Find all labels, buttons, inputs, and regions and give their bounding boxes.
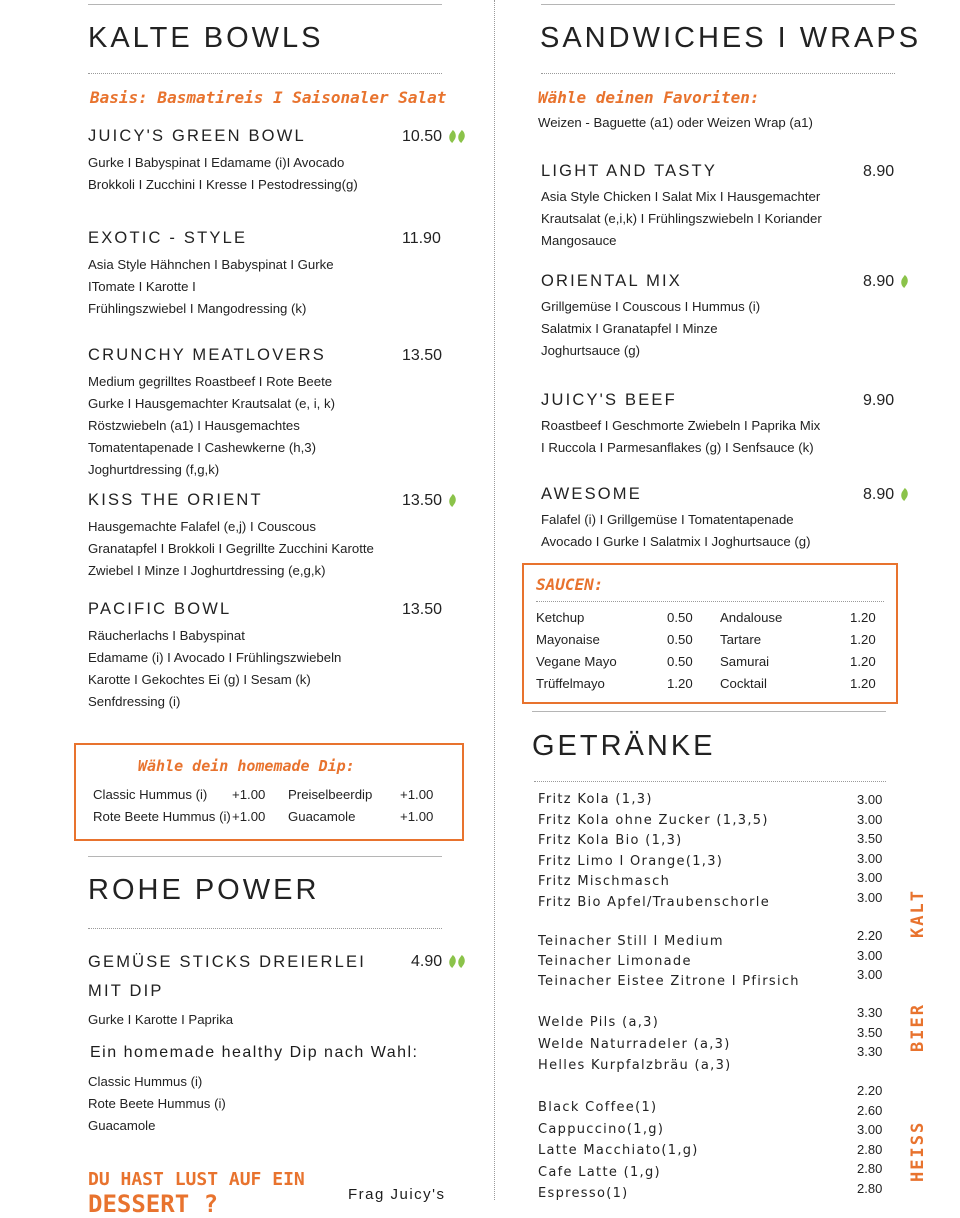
drink-price: 2.80: [857, 1141, 883, 1157]
description-line: Medium gegrilltes Roastbeef I Rote Beete: [88, 374, 333, 389]
drink-name: Espresso(1): [538, 1186, 629, 1201]
dessert-line-1: DU HAST LUST AUF EIN: [88, 1169, 305, 1190]
sauce-price: 0.50: [667, 610, 693, 625]
dip-option: Rote Beete Hummus (i): [88, 1096, 226, 1111]
price-value: 11.90: [402, 230, 441, 247]
sauce-name: Andalouse: [720, 610, 783, 625]
description-line: Asia Style Chicken I Salat Mix I Hausgemachter: [541, 189, 821, 204]
top-rule-right: [541, 4, 895, 5]
sandwich-title: LIGHT AND TASTY: [541, 162, 718, 180]
saucen-title: SAUCEN:: [536, 575, 604, 594]
description-line: I Ruccola I Parmesanflakes (g) I Senfsauce (k): [541, 440, 814, 455]
sauce-price: 1.20: [850, 632, 876, 647]
vegan-leaf-icon: [455, 130, 467, 143]
drink-price: 3.30: [857, 1005, 883, 1020]
dip-option: Classic Hummus (i): [88, 1074, 203, 1089]
divider: [88, 856, 442, 857]
drink-price: 2.20: [857, 1083, 883, 1098]
drink-price: 3.00: [857, 811, 883, 827]
description-line: Zwiebel I Minze I Joghurtdressing (e,g,k): [88, 563, 326, 578]
vegan-leaf-icon: [446, 955, 458, 968]
sandwich-price: [863, 273, 908, 291]
description-line: Krautsalat (e,i,k) I Frühlingszwiebeln I Koriander: [541, 211, 822, 226]
sandwich-description: [541, 415, 820, 459]
price-value: 13.50: [402, 601, 443, 618]
sauce-price: 1.20: [850, 610, 876, 625]
bread-options: Weizen - Baguette (a1) oder Weizen Wrap (a1): [538, 115, 813, 130]
column-divider: [494, 0, 495, 1200]
saucen-box: [522, 563, 898, 704]
price-value: 8.90: [863, 163, 895, 180]
vegan-leaf-icon: [446, 494, 458, 507]
drink-name: Cafe Latte (1,g): [538, 1164, 661, 1180]
drink-price: 3.00: [857, 850, 883, 866]
bowl-price: [402, 492, 456, 510]
heiss-label: HEISS: [908, 1120, 928, 1182]
sauce-name: Trüffelmayo: [536, 676, 605, 691]
dessert-note: Frag Juicy's: [348, 1186, 446, 1203]
divider: [532, 711, 886, 712]
description-line: Falafel (i) I Grillgemüse I Tomatentapenade: [541, 512, 794, 527]
bier-label: BIER: [908, 1003, 928, 1052]
dip-choice-heading: Ein homemade healthy Dip nach Wahl:: [90, 1044, 419, 1061]
dip-option: Guacamole: [88, 1118, 156, 1133]
price-value: 8.90: [863, 486, 895, 503]
kalte-bowls-heading: KALTE BOWLS: [88, 22, 324, 54]
price-value: 8.90: [863, 273, 895, 290]
drink-name: Black Coffee(1): [538, 1100, 658, 1115]
bowl-title: KISS THE ORIENT: [88, 491, 263, 509]
dip-row-1-price-b: +1.00: [400, 787, 434, 802]
rohe-power-heading: ROHE POWER: [88, 874, 320, 906]
choose-subheading: Wähle deinen Favoriten:: [538, 88, 760, 107]
drink-price: 3.00: [857, 792, 883, 807]
sandwich-title: JUICY'S BEEF: [541, 391, 677, 409]
dip-row-2-price-b: +1.00: [400, 809, 434, 824]
sauce-name: Cocktail: [720, 676, 767, 691]
sandwich-price: [863, 392, 894, 410]
drink-price: 3.00: [857, 870, 883, 886]
drink-price: 3.00: [857, 890, 883, 905]
drink-price: 2.80: [857, 1161, 883, 1177]
bowl-price: [402, 128, 465, 146]
sauce-name: Mayonaise: [536, 632, 600, 647]
drink-name: Fritz Bio Apfel/Traubenschorle: [538, 894, 771, 910]
description-line: Edamame (i) I Avocado I Frühlingszwiebeln: [88, 650, 342, 665]
basis-subheading: Basis: Basmatireis I Saisonaler Salat: [90, 88, 447, 107]
description-line: Grillgemüse I Couscous I Hummus (i): [541, 299, 761, 314]
drink-name: Welde Naturradeler (a,3): [538, 1036, 731, 1052]
divider: [536, 601, 884, 602]
sauce-price: 0.50: [667, 632, 693, 647]
sauce-name: Tartare: [720, 632, 762, 647]
description-line: ITomate I Karotte I: [88, 279, 196, 294]
top-rule-left: [88, 4, 442, 5]
gemuese-sticks-price: [411, 953, 465, 971]
drink-name: Fritz Kola ohne Zucker (1,3,5): [538, 812, 769, 828]
kalt-label: KALT: [908, 889, 928, 938]
drink-price: 3.00: [857, 1122, 883, 1138]
bowl-description: [88, 254, 334, 320]
vegan-leaf-icon: [898, 488, 910, 501]
gemuese-sticks-title-2: MIT DIP: [88, 982, 164, 1000]
drink-price: 2.20: [857, 928, 883, 943]
price-value: 13.50: [402, 492, 443, 509]
description-line: Avocado I Gurke I Salatmix I Joghurtsauce (g): [541, 534, 811, 549]
sandwich-description: [541, 296, 760, 362]
divider: [88, 73, 442, 74]
sauce-price: 1.20: [850, 654, 876, 669]
price-value: 9.90: [863, 392, 895, 409]
dip-choice-list: [88, 1071, 226, 1137]
divider: [534, 781, 886, 782]
dip-box: [74, 743, 464, 841]
drink-name: Latte Macchiato(1,g): [538, 1143, 699, 1158]
drink-name: Teinacher Limonade: [538, 954, 692, 969]
price-value: 10.50: [402, 128, 443, 145]
sauce-price: 1.20: [667, 676, 693, 691]
sandwich-price: [863, 486, 908, 504]
dip-row-1-price-a: +1.00: [232, 787, 266, 802]
bowl-description: [88, 516, 374, 582]
divider: [88, 928, 442, 929]
description-line: Räucherlachs I Babyspinat: [88, 628, 245, 643]
bowl-title: CRUNCHY MEATLOVERS: [88, 346, 326, 364]
description-line: Mangosauce: [541, 233, 617, 248]
dessert-line-2: DESSERT ?: [88, 1190, 219, 1218]
price-value: 13.50: [402, 347, 443, 364]
bowl-description: [88, 371, 335, 481]
dip-row-2-price-a: +1.00: [232, 809, 266, 824]
drink-name: Fritz Mischmasch: [538, 874, 671, 889]
sandwich-title: ORIENTAL MIX: [541, 272, 682, 290]
bowl-description: [88, 625, 341, 713]
dip-box-title: Wähle dein homemade Dip:: [138, 757, 355, 775]
drink-name: Cappuccino(1,g): [538, 1121, 665, 1137]
sauce-name: Ketchup: [536, 610, 585, 625]
sauce-name: Samurai: [720, 654, 770, 669]
description-line: Tomatentapenade I Cashewkerne (h,3): [88, 440, 316, 455]
sauce-price: 1.20: [850, 676, 876, 691]
vegan-leaf-icon: [455, 955, 467, 968]
drink-name: Helles Kurpfalzbräu (a,3): [538, 1058, 732, 1073]
dip-row-2-name-b: Guacamole: [288, 809, 356, 824]
description-line: Roastbeef I Geschmorte Zwiebeln I Paprika Mix: [541, 418, 821, 433]
description-line: Joghurtdressing (f,g,k): [88, 462, 220, 477]
bowl-price: [402, 601, 442, 619]
drink-price: 3.30: [857, 1044, 883, 1060]
drink-name: Fritz Kola (1,3): [538, 792, 653, 807]
gemuese-sticks-desc: Gurke I Karotte I Paprika: [88, 1012, 234, 1027]
drink-price: 3.50: [857, 1024, 883, 1040]
drink-name: Fritz Limo I Orange(1,3): [538, 853, 724, 869]
dip-row-1-name-a: Classic Hummus (i): [93, 787, 208, 802]
vegan-leaf-icon: [898, 275, 910, 288]
sauce-price: 0.50: [667, 654, 693, 669]
dip-row-2-name-a: Rote Beete Hummus (i): [93, 809, 231, 824]
sauce-name: Vegane Mayo: [536, 654, 617, 669]
drink-price: 2.80: [857, 1181, 883, 1196]
description-line: Salatmix I Granatapfel I Minze: [541, 321, 718, 336]
description-line: Granatapfel I Brokkoli I Gegrillte Zucchini Karotte: [88, 541, 374, 556]
sandwich-title: AWESOME: [541, 485, 642, 503]
description-line: Karotte I Gekochtes Ei (g) I Sesam (k): [88, 672, 311, 687]
bowl-price: [402, 347, 442, 365]
sandwich-description: [541, 186, 822, 252]
drink-price: 2.60: [857, 1102, 883, 1118]
description-line: Gurke I Babyspinat I Edamame (i)I Avocado: [88, 155, 345, 170]
sandwiches-heading: SANDWICHES I WRAPS: [540, 22, 922, 54]
description-line: Frühlingszwiebel I Mangodressing (k): [88, 301, 307, 316]
bowl-title: PACIFIC BOWL: [88, 600, 232, 618]
drink-name: Welde Pils (a,3): [538, 1015, 660, 1030]
price-value: 4.90: [411, 953, 443, 970]
drink-price: 3.00: [857, 967, 883, 983]
description-line: Gurke I Hausgemachter Krautsalat (e, i, k): [88, 396, 335, 411]
bowl-title: EXOTIC - STYLE: [88, 229, 248, 247]
drink-name: Fritz Kola Bio (1,3): [538, 833, 683, 848]
bowl-title: JUICY'S GREEN BOWL: [88, 127, 306, 145]
gemuese-sticks-title: GEMÜSE STICKS DREIERLEI: [88, 953, 366, 971]
description-line: Brokkoli I Zucchini I Kresse I Pestodressing(g): [88, 177, 358, 192]
bowl-description: [88, 152, 358, 196]
sandwich-description: [541, 509, 811, 553]
description-line: Asia Style Hähnchen I Babyspinat I Gurke: [88, 257, 334, 272]
sandwich-price: [863, 163, 894, 181]
description-line: Joghurtsauce (g): [541, 343, 640, 358]
description-line: Röstzwiebeln (a1) I Hausgemachtes: [88, 418, 300, 433]
drink-price: 3.00: [857, 947, 883, 963]
vegan-leaf-icon: [446, 130, 458, 143]
getraenke-heading: GETRÄNKE: [532, 730, 716, 762]
divider: [541, 73, 895, 74]
description-line: Senfdressing (i): [88, 694, 181, 709]
bowl-price: [402, 230, 441, 248]
description-line: Hausgemachte Falafel (e,j) I Couscous: [88, 519, 316, 534]
drink-price: 3.50: [857, 831, 883, 847]
drink-name: Teinacher Eistee Zitrone I Pfirsich: [538, 974, 800, 989]
dip-row-1-name-b: Preiselbeerdip: [288, 787, 373, 802]
drink-name: Teinacher Still I Medium: [538, 934, 724, 949]
